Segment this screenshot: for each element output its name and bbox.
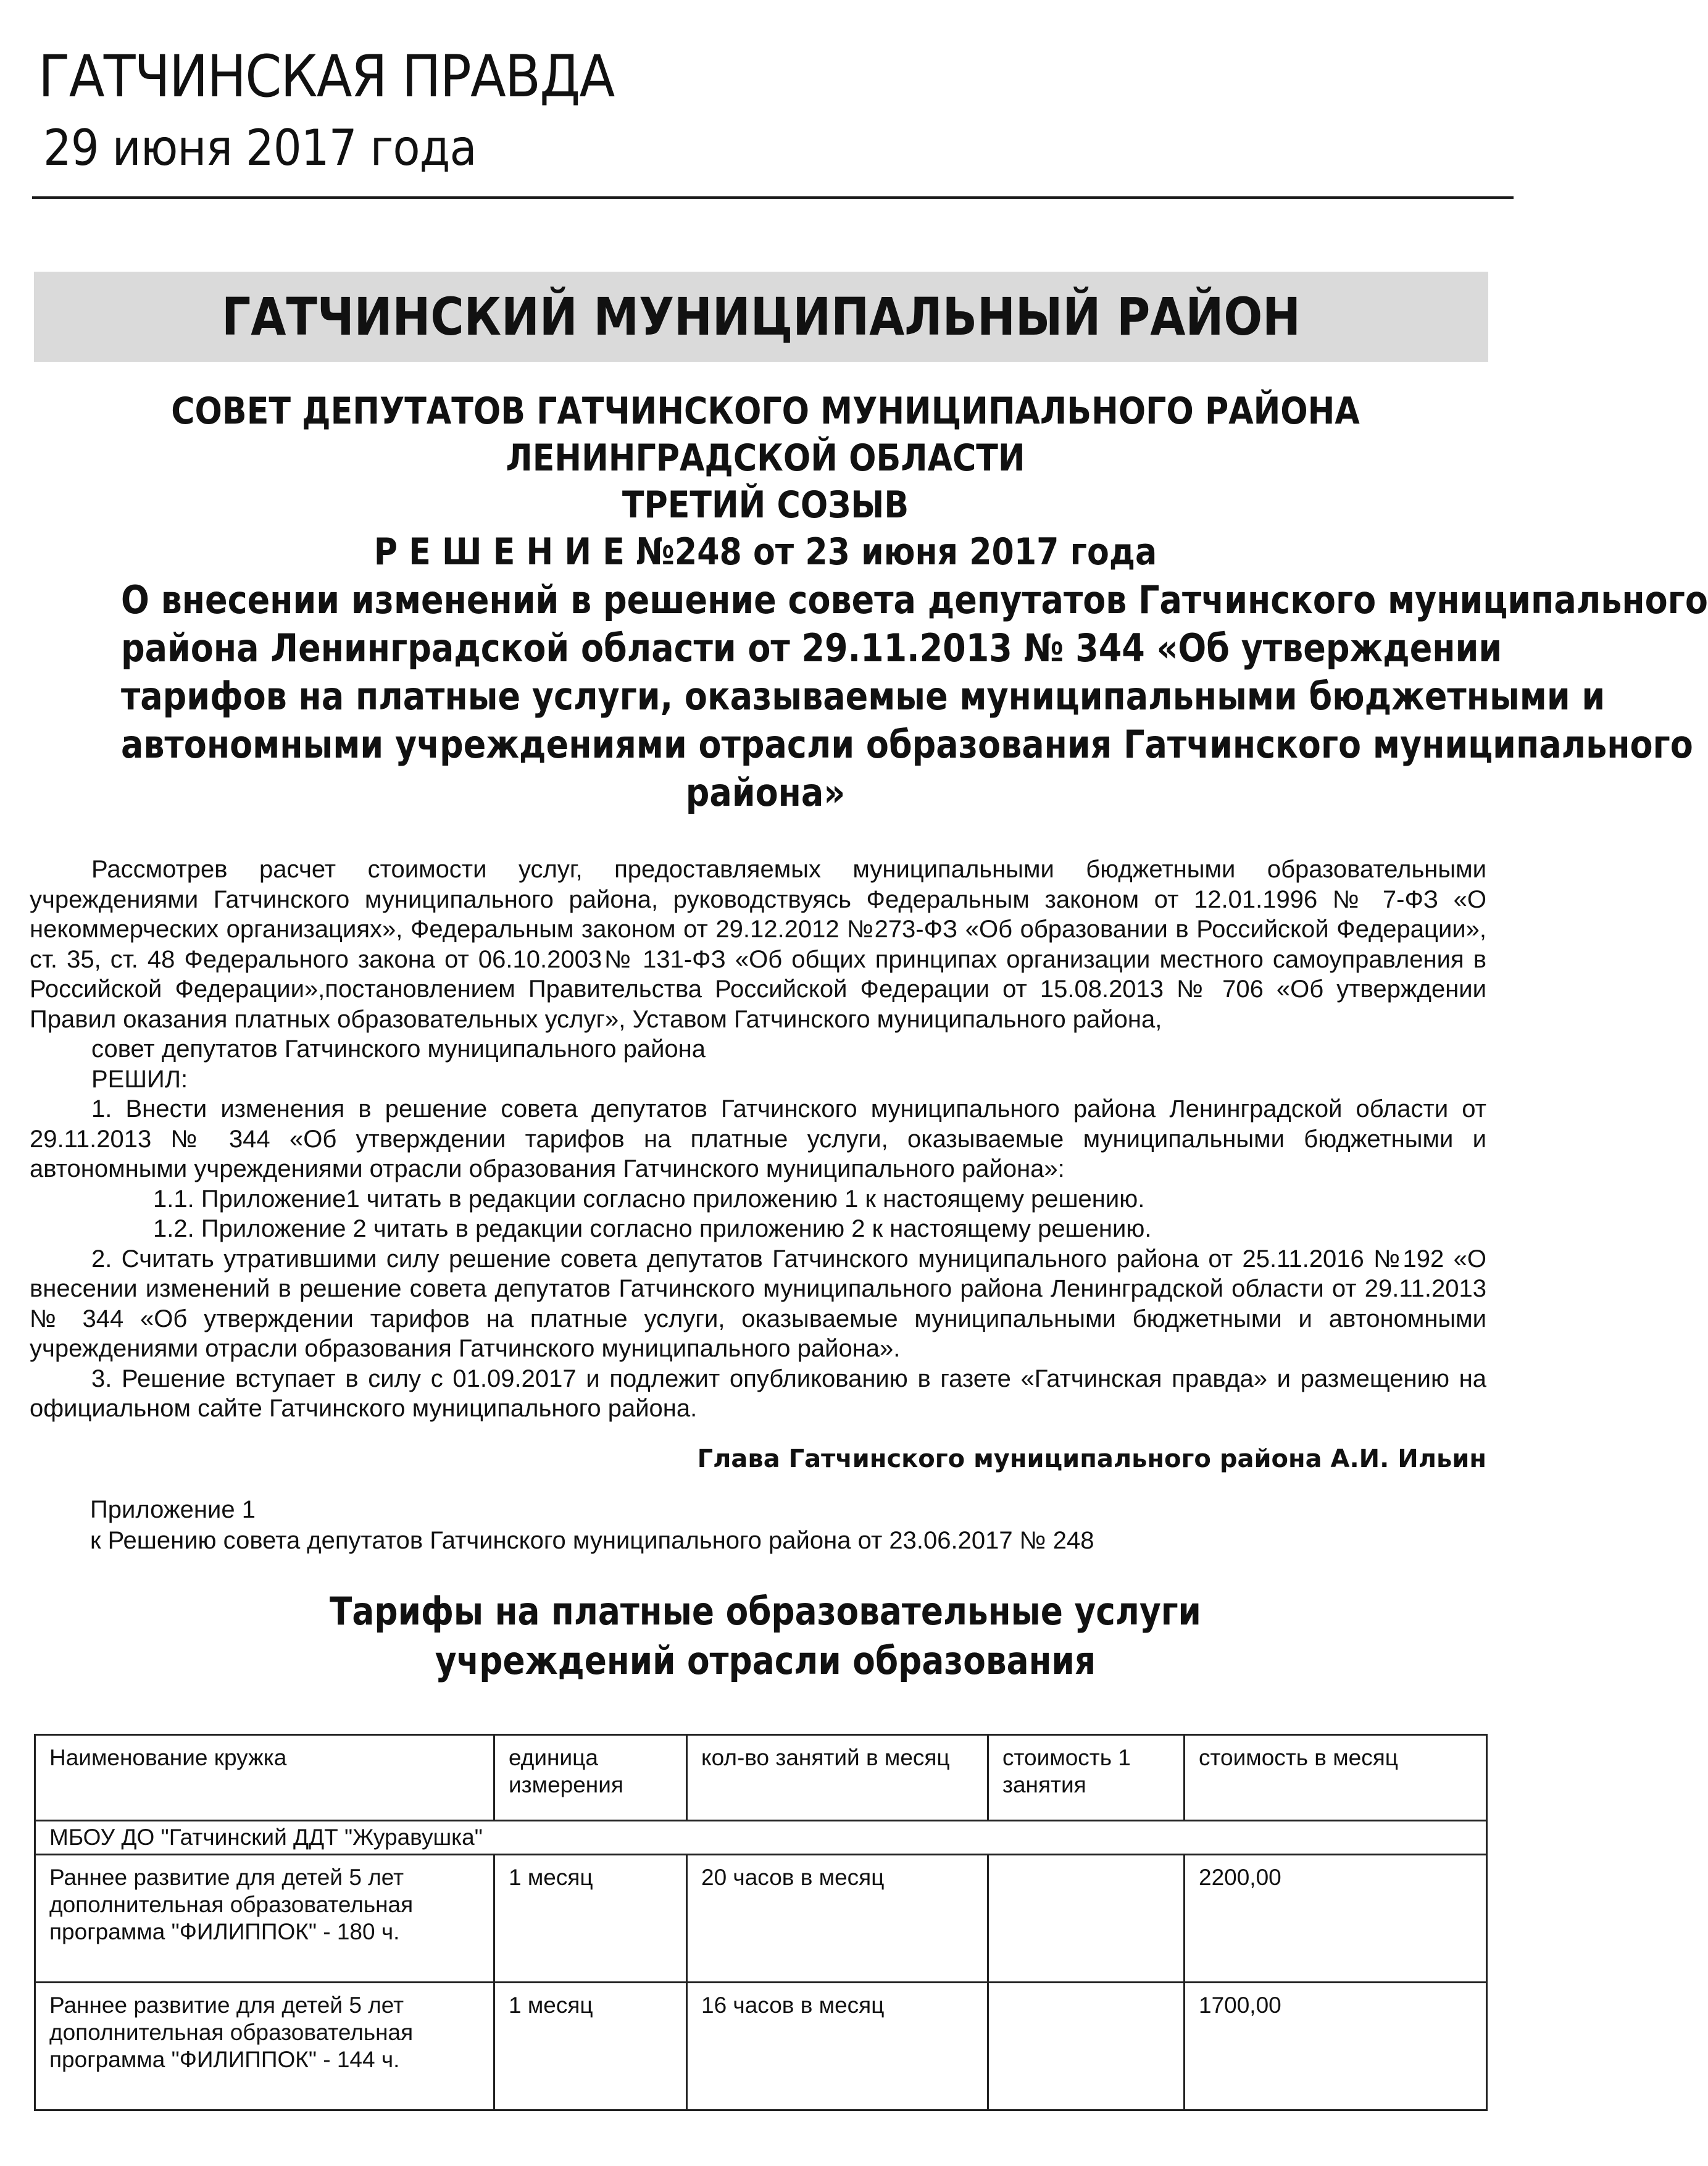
decision-subject-line: О внесении изменений в решение совета депутатов Гатчинского муниципального (121, 577, 1708, 622)
table-cell: 16 часов в месяц (687, 1983, 988, 2110)
resolved-label: РЕШИЛ: (91, 1065, 188, 1093)
tariffs-title (25, 1587, 1506, 1686)
table-cell: 1 месяц (494, 1983, 687, 2110)
item-1-1: 1.1. Приложение1 читать в редакции согласно приложению 1 к настоящему решению. (153, 1185, 1145, 1213)
decision-subject-line: района Ленинградской области от 29.11.2013 № 344 «Об утверждении (121, 625, 1502, 671)
table-header-row (35, 1735, 1487, 1821)
signature: Глава Гатчинского муниципального района А.И. Ильин (697, 1445, 1486, 1473)
issue-date: 29 июня 2017 года (43, 119, 477, 177)
appendix-label: Приложение 1 (90, 1496, 256, 1523)
section-band (34, 272, 1488, 362)
item-2: 2. Считать утратившими силу решение совета депутатов Гатчинского муниципального района от 25.11.2016 №192 «О внесении изменений в решение совета депутатов Гатчинского муниципального района Ленинградской области от 29.11.2013 № 344 «Об утверждении тарифов на платные услуги, оказываемые муниципальными бюджетными и автономными учреждениями отрасли образования Гатчинского муниципального района». (30, 1245, 1486, 1362)
table-cell: Раннее развитие для детей 5 лет дополнительная образовательная программа "ФИЛИППОК" - 180 ч. (35, 1855, 494, 1983)
decision-heading (25, 388, 1708, 816)
column-header-name: Наименование кружка (35, 1735, 494, 1821)
table-row (35, 1855, 1487, 1983)
council-name-line1: СОВЕТ ДЕПУТАТОВ ГАТЧИНСКОГО МУНИЦИПАЛЬНОГО РАЙОНА (171, 390, 1360, 433)
newspaper-name: ГАТЧИНСКАЯ ПРАВДА (38, 43, 614, 111)
decision-subject-line: района» (685, 770, 846, 815)
column-header-sessions: кол-во занятий в месяц (687, 1735, 988, 1821)
item-1-2: 1.2. Приложение 2 читать в редакции согласно приложению 2 к настоящему решению. (153, 1215, 1152, 1242)
table-cell: 1 месяц (494, 1855, 687, 1983)
decision-body (30, 855, 1486, 1424)
section-title: ГАТЧИНСКИЙ МУНИЦИПАЛЬНЫЙ РАЙОН (222, 286, 1301, 347)
decision-title: Р Е Ш Е Н И Е №248 от 23 июня 2017 года (373, 530, 1157, 574)
table-cell (988, 1983, 1185, 2110)
item-3: 3. Решение вступает в силу с 01.09.2017 и подлежит опубликованию в газете «Гатчинская правда» и размещению на официальном сайте Гатчинского муниципального района. (30, 1365, 1486, 1422)
organization-row (35, 1821, 1487, 1855)
item-1: 1. Внести изменения в решение совета депутатов Гатчинского муниципального района Ленинградской области от 29.11.2013 № 344 «Об утверждении тарифов на платные услуги, оказываемые муниципальными бюджетными и автономными учреждениями отрасли образования Гатчинского муниципального района»: (30, 1095, 1486, 1182)
tariffs-title-line1: Тарифы на платные образовательные услуги (330, 1589, 1201, 1634)
column-header-session-cost: стоимость 1 занятия (988, 1735, 1185, 1821)
appendix-note (90, 1494, 1094, 1556)
preamble-paragraph: Рассмотрев расчет стоимости услуг, предоставляемых муниципальными бюджетными образовательными учреждениями Гатчинского муниципального района, руководствуясь Федеральным законом от 12.01.1996 № 7-ФЗ «О некоммерческих организациях», Федеральным законом от 29.12.2012 №273-ФЗ «Об образовании в Российской Федерации», ст. 35, ст. 48 Федерального закона от 06.10.2003№ 131-ФЗ «Об общих принципах организации местного самоуправления в Российской Федерации»,постановлением Правительства Российской Федерации от 15.08.2013 № 706 «Об утверждении Правил оказания платных образовательных услуг», Уставом Гатчинского муниципального района, (30, 856, 1486, 1033)
table-row (35, 1983, 1487, 2110)
decision-subject-line: тарифов на платные услуги, оказываемые муниципальными бюджетными и (121, 674, 1606, 719)
decision-subject-line: автономными учреждениями отрасли образования Гатчинского муниципального (121, 722, 1693, 767)
column-header-unit: единица измерения (494, 1735, 687, 1821)
council-name-line2: ЛЕНИНГРАДСКОЙ ОБЛАСТИ (506, 437, 1025, 480)
table-cell: 20 часов в месяц (687, 1855, 988, 1983)
table-cell: Раннее развитие для детей 5 лет дополнительная образовательная программа "ФИЛИППОК" - 144 ч. (35, 1983, 494, 2110)
column-header-monthly-cost: стоимость в месяц (1185, 1735, 1487, 1821)
table-cell: 2200,00 (1185, 1855, 1487, 1983)
table-cell: 1700,00 (1185, 1983, 1487, 2110)
header-divider (32, 196, 1514, 199)
convocation: ТРЕТИЙ СОЗЫВ (622, 483, 909, 527)
tariff-table (34, 1734, 1488, 2111)
table-cell (988, 1855, 1185, 1983)
council-line: совет депутатов Гатчинского муниципального района (91, 1035, 706, 1063)
organization-name: МБОУ ДО "Гатчинский ДДТ "Журавушка" (35, 1821, 1487, 1855)
appendix-reference: к Решению совета депутатов Гатчинского муниципального района от 23.06.2017 № 248 (90, 1527, 1094, 1554)
tariffs-title-line2: учреждений отрасли образования (435, 1638, 1096, 1683)
